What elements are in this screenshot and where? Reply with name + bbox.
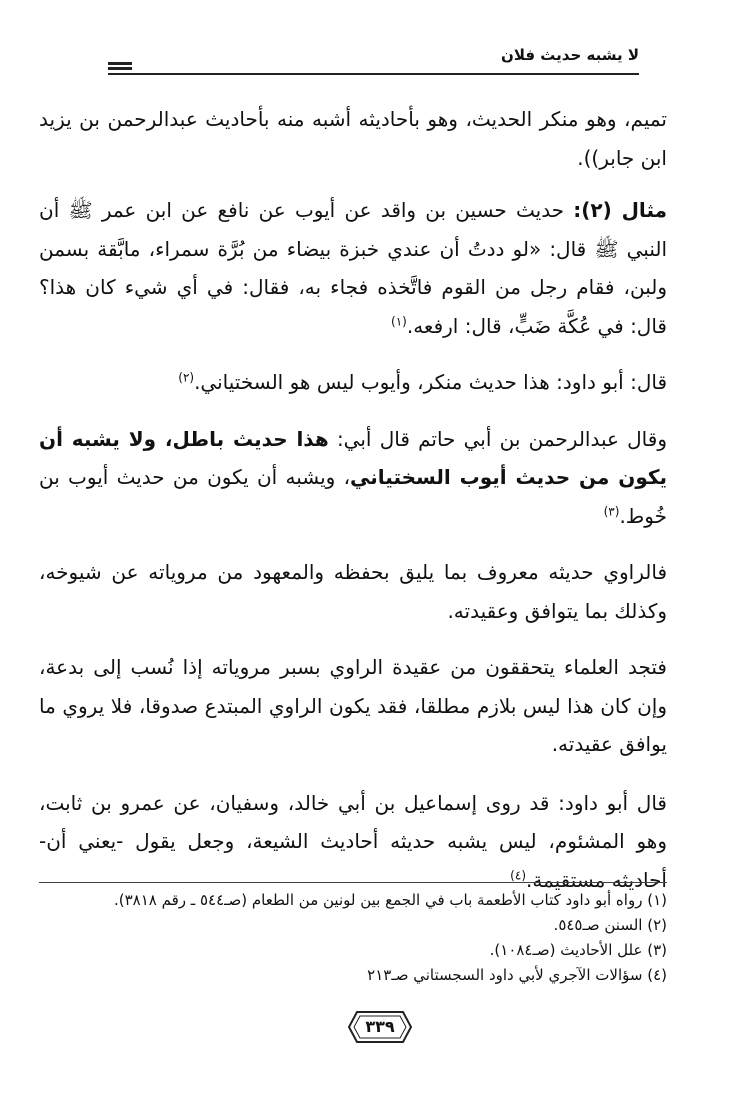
example-2-text: حديث حسين بن واقد عن أيوب عن نافع عن ابن عمر ﷺ أن النبي ﷺ قال: «لو ددتُ أن عندي خبزة بيضاء من بُرَّة سمراء، مابَّقة بسمن ولبن، فقام رجل من القوم فاتَّخذه فجاء به، فقال: في أي شيء كان هذا؟ قال: في عُكَّة ضَبٍّ، قال: ارفعه. bbox=[39, 198, 667, 338]
main-text bbox=[39, 100, 667, 899]
paragraph-rawi bbox=[39, 553, 667, 630]
running-header bbox=[108, 40, 639, 80]
footnote-1: (١) رواه أبو داود كتاب الأطعمة باب في الجمع بين لونين من الطعام (صـ٥٤٤ ـ رقم ٣٨١٨). bbox=[114, 891, 667, 909]
abu-dawud-1-text: قال: أبو داود: هذا حديث منكر، وأيوب ليس هو السختياني. bbox=[194, 370, 667, 394]
ulama-text: فتجد العلماء يتحققون من عقيدة الراوي بسبر مروياته إذا نُسب إلى بدعة، وإن كان هذا ليس بلازم مطلقا، فقد يكون الراوي المبتدع صدوقا، فلا يروي ما يوافق عقيدته. bbox=[39, 655, 667, 756]
paragraph-abdurrahman bbox=[39, 420, 667, 536]
footnote-separator bbox=[39, 882, 667, 883]
example-2-label: مثال (٢): bbox=[573, 198, 667, 222]
header-double-line-mark bbox=[108, 62, 132, 70]
footnote-ref-2[interactable]: (٢) bbox=[178, 370, 195, 385]
abdurrahman-bold-quote: هذا حديث باطل، ولا يشبه أن يكون من حديث أيوب السختياني bbox=[39, 426, 667, 489]
footnotes bbox=[39, 888, 667, 988]
rawi-text: فالراوي حديثه معروف بما يليق بحفظه والمعهود من مروياته عن شيوخه، وكذلك بما يتوافق وعقيدته. bbox=[39, 560, 667, 623]
paragraph-example-2 bbox=[39, 191, 667, 345]
abdurrahman-text-start: وقال عبدالرحمن بن أبي حاتم قال أبي: bbox=[328, 426, 667, 451]
abdurrahman-text-end: ، ويشبه أن يكون من حديث أيوب بن خُوط. bbox=[39, 465, 667, 528]
footnote-2: (٢) السنن صـ٥٤٥. bbox=[553, 916, 667, 934]
footnote-ref-1[interactable]: (١) bbox=[391, 313, 407, 328]
paragraph-tamim-text: تميم، وهو منكر الحديث، وهو بأحاديثه أشبه منه بأحاديث عبدالرحمن بن يزيد ابن جابر)). bbox=[39, 107, 667, 170]
page-number-ornament bbox=[347, 1010, 413, 1044]
paragraph-abu-dawud-1 bbox=[39, 363, 667, 402]
running-header-title: لا يشبه حديث فلان bbox=[501, 46, 639, 64]
paragraph-ulama bbox=[39, 648, 667, 764]
footnote-ref-3[interactable]: (٣) bbox=[603, 503, 620, 518]
abu-dawud-2-text: قال أبو داود: قد روى إسماعيل بن أبي خالد، وسفيان، عن عمرو بن ثابت، وهو المشئوم، ليس يشبه حديثه أحاديث الشيعة، وجعل يقول -يعني أن- أحاديثه مستقيمة. bbox=[39, 790, 667, 892]
header-rule bbox=[108, 73, 639, 75]
footnote-ref-4[interactable]: (٤) bbox=[510, 867, 526, 882]
page-number: ٣٣٩ bbox=[365, 1017, 395, 1036]
paragraph-tamim bbox=[39, 100, 667, 177]
footnote-4: (٤) سؤالات الآجري لأبي داود السجستاني صـ٢١٣ bbox=[367, 966, 667, 984]
footnote-3: (٣) علل الأحاديث (صـ١٠٨٤). bbox=[489, 941, 667, 959]
